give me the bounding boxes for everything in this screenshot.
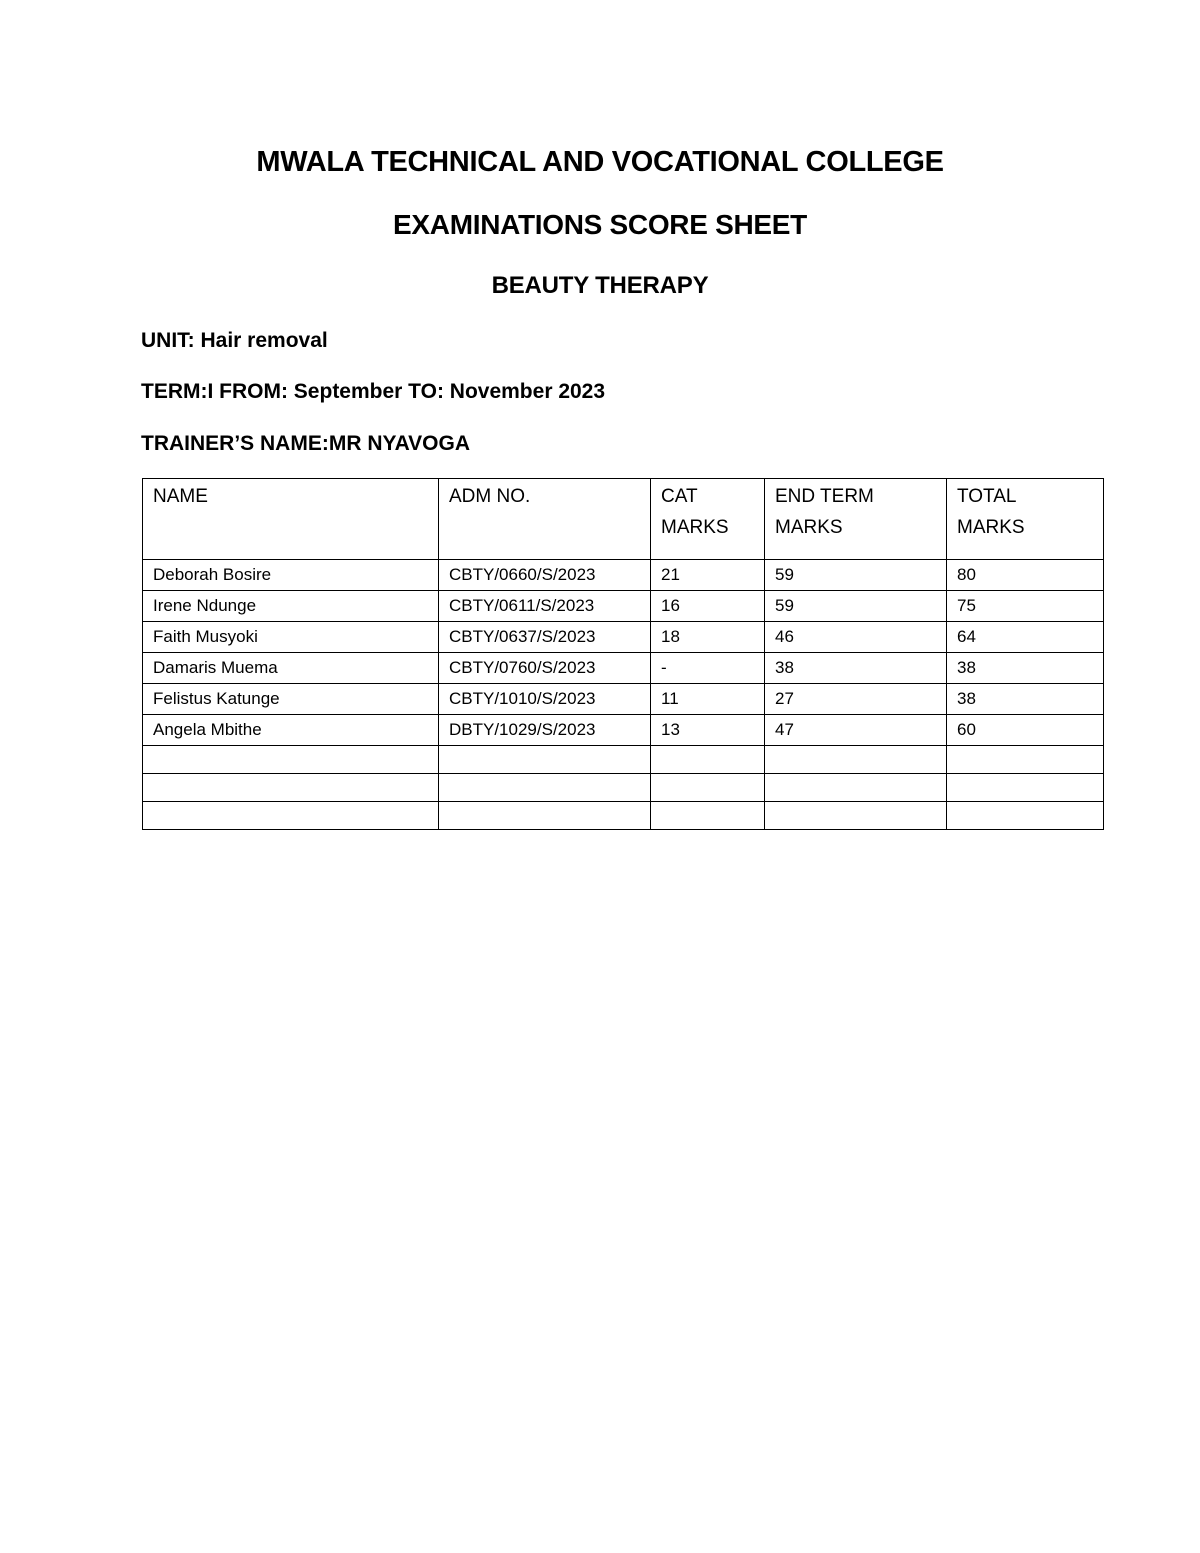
cell-end-term xyxy=(765,802,947,830)
table-header-row xyxy=(143,479,1104,560)
table-row xyxy=(143,622,1104,653)
cell-cat: 21 xyxy=(651,560,765,591)
cell-name: Irene Ndunge xyxy=(143,591,439,622)
sheet-title: EXAMINATIONS SCORE SHEET xyxy=(393,209,807,240)
cell-adm: CBTY/0611/S/2023 xyxy=(439,591,651,622)
score-table xyxy=(142,478,1104,830)
column-header-cat-label-2: MARKS xyxy=(661,517,729,538)
column-header-name xyxy=(143,479,439,560)
cell-total: 60 xyxy=(947,715,1104,746)
column-header-adm-label: ADM NO. xyxy=(449,486,531,507)
cell-total: 64 xyxy=(947,622,1104,653)
column-header-adm xyxy=(439,479,651,560)
column-header-cat xyxy=(651,479,765,560)
cell-cat: 18 xyxy=(651,622,765,653)
cell-end-term xyxy=(765,746,947,774)
cell-adm: CBTY/0637/S/2023 xyxy=(439,622,651,653)
cell-cat: 11 xyxy=(651,684,765,715)
cell-total xyxy=(947,802,1104,830)
cell-total: 75 xyxy=(947,591,1104,622)
cell-total xyxy=(947,746,1104,774)
cell-adm: DBTY/1029/S/2023 xyxy=(439,715,651,746)
column-header-total-label-1: TOTAL xyxy=(957,486,1017,507)
cell-cat: 16 xyxy=(651,591,765,622)
cell-adm xyxy=(439,774,651,802)
table-row-empty xyxy=(143,774,1104,802)
cell-name: Deborah Bosire xyxy=(143,560,439,591)
cell-adm xyxy=(439,802,651,830)
column-header-total-label-2: MARKS xyxy=(957,517,1025,538)
cell-name xyxy=(143,802,439,830)
term-line: TERM:I FROM: September TO: November 2023 xyxy=(141,380,606,403)
college-name: MWALA TECHNICAL AND VOCATIONAL COLLEGE xyxy=(256,146,944,178)
column-header-cat-label-1: CAT xyxy=(661,486,698,507)
cell-end-term: 47 xyxy=(765,715,947,746)
cell-name: Damaris Muema xyxy=(143,653,439,684)
cell-name: Felistus Katunge xyxy=(143,684,439,715)
cell-total: 38 xyxy=(947,653,1104,684)
table-row-empty xyxy=(143,802,1104,830)
cell-end-term: 59 xyxy=(765,560,947,591)
cell-cat: - xyxy=(651,653,765,684)
table-row-empty xyxy=(143,746,1104,774)
trainer-line: TRAINER’S NAME:MR NYAVOGA xyxy=(141,432,471,455)
table-row xyxy=(143,560,1104,591)
cell-end-term xyxy=(765,774,947,802)
cell-total: 80 xyxy=(947,560,1104,591)
table-row xyxy=(143,715,1104,746)
cell-adm: CBTY/0760/S/2023 xyxy=(439,653,651,684)
table-row xyxy=(143,591,1104,622)
cell-end-term: 46 xyxy=(765,622,947,653)
cell-total xyxy=(947,774,1104,802)
cell-cat xyxy=(651,746,765,774)
department-title: BEAUTY THERAPY xyxy=(491,272,709,299)
column-header-total xyxy=(947,479,1104,560)
unit-line: UNIT: Hair removal xyxy=(141,329,328,352)
column-header-end-label-1: END TERM xyxy=(775,486,874,507)
cell-end-term: 38 xyxy=(765,653,947,684)
cell-adm xyxy=(439,746,651,774)
cell-cat xyxy=(651,774,765,802)
cell-adm: CBTY/0660/S/2023 xyxy=(439,560,651,591)
table-row xyxy=(143,684,1104,715)
cell-end-term: 59 xyxy=(765,591,947,622)
cell-name xyxy=(143,746,439,774)
cell-cat xyxy=(651,802,765,830)
cell-name xyxy=(143,774,439,802)
cell-total: 38 xyxy=(947,684,1104,715)
cell-end-term: 27 xyxy=(765,684,947,715)
cell-cat: 13 xyxy=(651,715,765,746)
cell-name: Angela Mbithe xyxy=(143,715,439,746)
table-row xyxy=(143,653,1104,684)
column-header-end-label-2: MARKS xyxy=(775,517,843,538)
column-header-end-term xyxy=(765,479,947,560)
cell-name: Faith Musyoki xyxy=(143,622,439,653)
table-body xyxy=(143,560,1104,830)
column-header-name-label: NAME xyxy=(153,486,208,507)
cell-adm: CBTY/1010/S/2023 xyxy=(439,684,651,715)
